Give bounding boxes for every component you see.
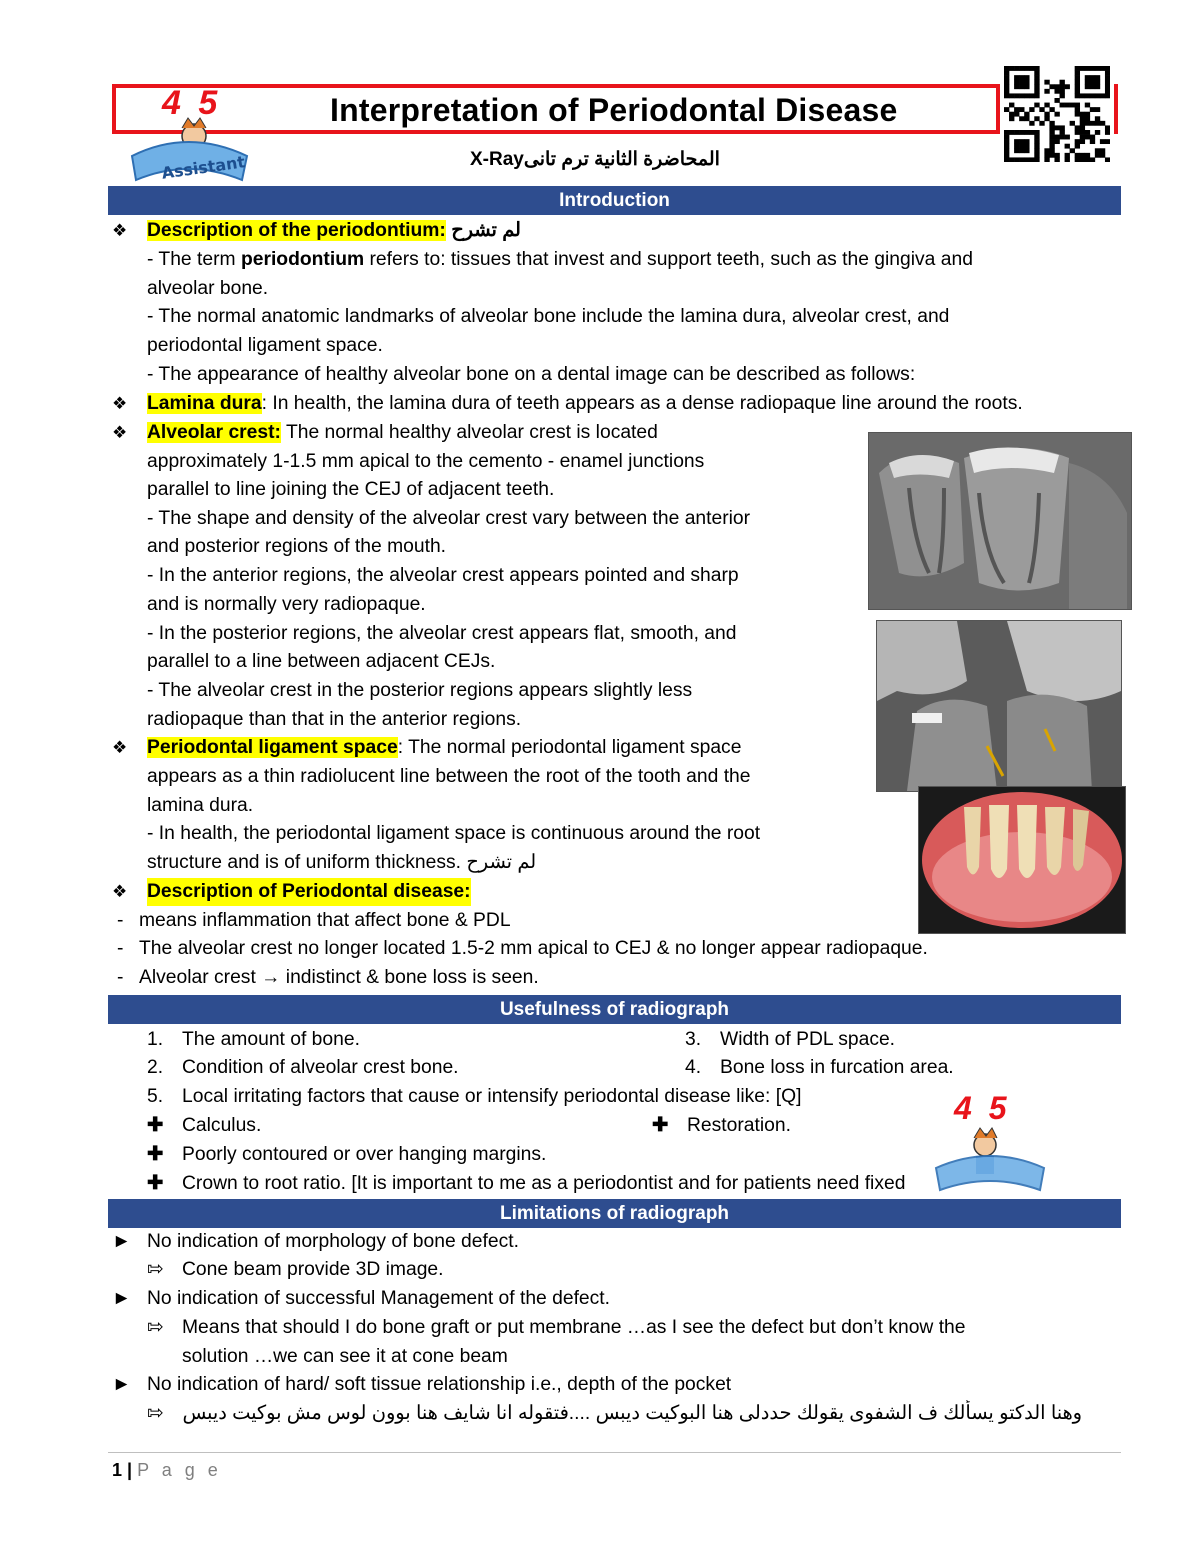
arabic-note: لم تشرح: [445, 220, 521, 241]
text-line: structure and is of uniform thickness. لم تشرح: [147, 852, 537, 873]
text-line: - The term periodontium refers to: tissues that invest and support teeth, such as the gingiva and: [147, 249, 973, 270]
plus-item: ✚ Restoration.: [652, 1115, 791, 1136]
text-line: periodontal ligament space.: [147, 335, 383, 356]
section-header-usefulness: Usefulness of radiograph: [108, 995, 1121, 1024]
text-line: - In health, the periodontal ligament space is continuous around the root: [147, 823, 761, 844]
text-line: - The normal anatomic landmarks of alveolar bone include the lamina dura, alveolar crest, and: [147, 306, 950, 327]
numbered-item: 1. The amount of bone.: [147, 1029, 360, 1050]
logo-bottom: [930, 1090, 1050, 1200]
numbered-item: 5. Local irritating factors that cause or intensify periodontal disease like: [Q]: [147, 1086, 802, 1107]
dash-item: - means inflammation that affect bone & PDL: [117, 910, 511, 931]
text-line: - The alveolar crest in the posterior regions appears slightly less: [147, 680, 693, 701]
label-lamina-dura: Lamina dura: [147, 393, 262, 414]
title-frame-edge: [1114, 84, 1118, 134]
label-alveolar-crest: Alveolar crest:: [147, 422, 281, 443]
xray-image-bone-loss: [876, 620, 1122, 792]
section-header-limitations: Limitations of radiograph: [108, 1199, 1121, 1228]
sub-arrow-item: ⇰ وهنا الدكتو يسألك ف الشفوى يقولك حددلى هنا البوكيت ديبس ....فتقوله انا شايف هنا بوون لوس مش بوكيت ديبس: [147, 1403, 1082, 1424]
numbered-item: 2. Condition of alveolar crest bone.: [147, 1057, 459, 1078]
page-subtitle: المحاضرة الثانية ترم تانىX-Ray: [470, 149, 720, 170]
text-line: and is normally very radiopaque.: [147, 594, 426, 615]
page-word: P a g e: [137, 1460, 222, 1480]
text-line: - The appearance of healthy alveolar bone on a dental image can be described as follows:: [147, 364, 916, 385]
dash-item: - Alveolar crest → indistinct & bone loss is seen.: [117, 967, 539, 988]
text-line: lamina dura.: [147, 795, 254, 816]
text-line: - In the posterior regions, the alveolar crest appears flat, smooth, and: [147, 623, 737, 644]
heading-periodontal-disease: Description of Periodontal disease:: [147, 878, 471, 906]
plus-item: ✚ Calculus.: [147, 1115, 262, 1136]
xray-image-molars: [868, 432, 1132, 610]
page-number: 1: [112, 1460, 123, 1480]
clinical-photo-gingiva: [918, 786, 1126, 934]
text-line: appears as a thin radiolucent line between the root of the tooth and the: [147, 766, 751, 787]
plus-item: ✚ Crown to root ratio. [It is important to me as a periodontist and for patients need fixed: [147, 1173, 906, 1194]
text-line: - In the anterior regions, the alveolar crest appears pointed and sharp: [147, 565, 739, 586]
svg-text:Assistant: Assistant: [160, 152, 247, 183]
section-header-introduction: Introduction: [108, 186, 1121, 215]
page-title: Interpretation of Periodontal Disease: [330, 92, 898, 128]
sub-arrow-item: ⇰ Means that should I do bone graft or put membrane …as I see the defect but don’t know the: [147, 1317, 966, 1338]
numbered-item: 3. Width of PDL space.: [685, 1029, 896, 1050]
arrow-item: ► No indication of successful Management of the defect.: [112, 1288, 611, 1309]
text-line: and posterior regions of the mouth.: [147, 536, 447, 557]
logo-top: [122, 84, 257, 189]
text-line: parallel to line joining the CEJ of adjacent teeth.: [147, 479, 555, 500]
dash-item: - The alveolar crest no longer located 1.5-2 mm apical to CEJ & no longer appear radiopaque.: [117, 938, 928, 959]
label-pdl-space: Periodontal ligament space: [147, 737, 398, 758]
numbered-item: 4. Bone loss in furcation area.: [685, 1057, 954, 1078]
text-line: radiopaque than that in the anterior regions.: [147, 709, 522, 730]
footer-divider: [108, 1452, 1121, 1453]
logo-number: 4 5: [162, 84, 222, 122]
qr-code: [1004, 66, 1110, 162]
arrow-item: ► No indication of morphology of bone defect.: [112, 1231, 519, 1252]
page-footer: 1 | P a g e: [112, 1460, 222, 1480]
text-line: - The shape and density of the alveolar crest vary between the anterior: [147, 508, 751, 529]
text-line: solution …we can see it at cone beam: [182, 1346, 508, 1367]
heading-description-periodontium: Description of the periodontium:: [147, 220, 446, 241]
text-line: parallel to a line between adjacent CEJs.: [147, 651, 496, 672]
arrow-item: ► No indication of hard/ soft tissue relationship i.e., depth of the pocket: [112, 1374, 732, 1395]
plus-item: ✚ Poorly contoured or over hanging margins.: [147, 1144, 547, 1165]
text-line: approximately 1-1.5 mm apical to the cemento - enamel junctions: [147, 451, 705, 472]
sub-arrow-item: ⇰ Cone beam provide 3D image.: [147, 1259, 444, 1280]
logo-number: 4 5: [954, 1090, 1011, 1126]
text-line: alveolar bone.: [147, 278, 269, 299]
